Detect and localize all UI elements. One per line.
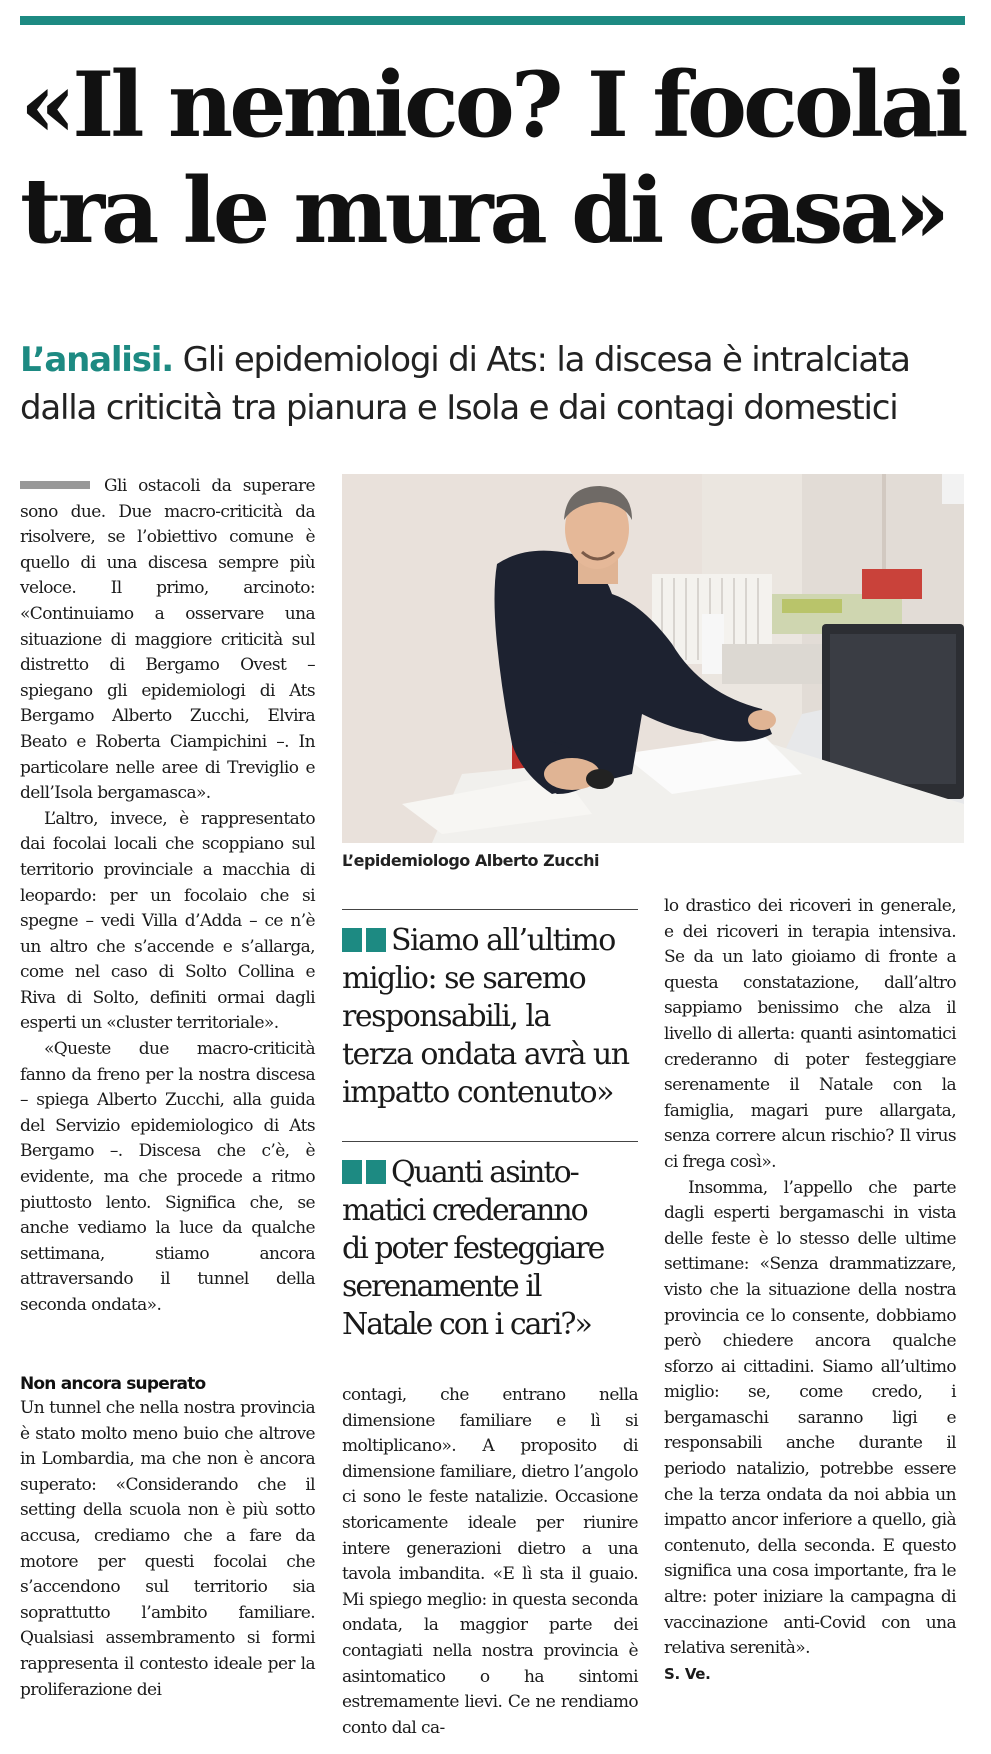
quote-mark-icon: [342, 1160, 362, 1184]
article-column-3: [664, 894, 956, 1687]
pullquote-line: di poter festeggiare: [342, 1231, 604, 1266]
paragraph: lo drastico dei ricoveri in generale, e dei ricoveri in terapia intensiva. Se da un lato gioiamo di fronte a questa constatazione, dall’altro sappiamo benissimo che alza il livello di allerta: quanti asintomatici crederanno di poter festeggiare serenamente il Natale con la famiglia, magari pure allargata, senza correre alcun rischio? Il virus ci frega così».: [664, 896, 956, 1172]
article-photo: [342, 474, 964, 843]
headline-line-2: tra le mura di casa»: [20, 158, 946, 264]
pullquote-line: [342, 1154, 642, 1192]
pullquote-line: impatto contenuto»: [342, 1075, 613, 1110]
paragraph: contagi, che entrano nella dimensione familiare e lì si moltiplicano». A proposito di dimensione familiare, dietro l’angolo ci sono le feste natalizie. Occasione storicamente ideale per riunire intere generazioni dietro a una tavola imbandita. «E lì sta il guaio. Mi spiego meglio: in questa seconda ondata, la maggior parte dei contagiati nella nostra provincia è asintomatico o ha sintomi estremamente lievi. Ce ne rendiamo conto dal ca-: [342, 1385, 638, 1738]
quote-mark-icon: [366, 928, 386, 952]
headline-line-1: «Il nemico? I focolai: [20, 52, 965, 158]
pullquote-line: terza ondata avrà un: [342, 1037, 629, 1072]
pullquote-divider-middle: [342, 1141, 638, 1142]
pullquote-divider-top: [342, 909, 638, 910]
lead-dash: [20, 481, 90, 489]
article-column-2: [342, 1383, 638, 1741]
paragraph: Un tunnel che nella nostra provincia è stato molto meno buio che altrove in Lombardia, ma che non è ancora superato: «Considerando che il setting della scuola non è più sotto accusa, crediamo che a fare da motore per questi focolai che s’accendono sul territorio sia soprattutto l’ambito familiare. Qualsiasi assembramento si formi rappresenta il contesto ideale per la proliferazione dei: [20, 1398, 315, 1700]
section-heading: Non ancora superato: [20, 1374, 206, 1394]
pullquote-line: responsabili, la: [342, 999, 550, 1034]
pullquote-1: [342, 922, 642, 1112]
subhead-line-1: [20, 336, 970, 384]
article-column-1-continued: [20, 1396, 315, 1703]
pullquote-text: Quanti asinto-: [391, 1155, 578, 1190]
headline: [20, 52, 970, 264]
pullquote-line: miglio: se saremo: [342, 961, 586, 996]
pullquote-2: [342, 1154, 642, 1344]
photo-caption: L’epidemiologo Alberto Zucchi: [342, 851, 599, 870]
paragraph: «Queste due macro-criticità fanno da freno per la nostra discesa – spiega Alberto Zucchi, alla guida del Servizio epidemiologico di Ats Bergamo –. Discesa che c’è, è evidente, ma che procede a ritmo piuttosto lento. Significa che, se anche vediamo la luce da qualche settimana, stiamo ancora attraversando il tunnel della seconda ondata».: [20, 1039, 315, 1315]
quote-mark-icon: [342, 928, 362, 952]
subhead-line-1-text: Gli epidemiologi di Ats: la discesa è intralciata: [172, 340, 910, 380]
top-rule: [20, 16, 965, 25]
subhead-line-2: dalla criticità tra pianura e Isola e dai contagi domestici: [20, 388, 898, 428]
pullquote-line: [342, 922, 642, 960]
paragraph-text: Gli ostacoli da superare sono due. Due macro-criticità da risolvere, se l’obiettivo comune è quello di una discesa sempre più veloce. Il primo, arcinoto: «Continuiamo a osservare una situazione di maggiore criticità sul distretto di Bergamo Ovest – spiegano gli epidemiologi di Ats Bergamo Alberto Zucchi, Elvira Beato e Roberta Ciampichini –. In particolare nelle aree di Treviglio e dell’Isola bergamasca».: [20, 476, 315, 804]
article-column-1: [20, 474, 315, 1319]
kicker: L’analisi.: [20, 340, 173, 380]
paragraph: [20, 474, 315, 807]
photo-illustration: [342, 474, 964, 843]
paragraph: Insomma, l’appello che parte dagli esperti bergamaschi in vista delle feste è lo stesso delle ultime settimane: «Senza drammatizzare, visto che la situazione della nostra provincia ce lo consente, dobbiamo però chiedere ancora qualche sforzo ai cittadini. Siamo all’ultimo miglio: se, come credo, i bergamaschi saranno ligi e responsabili anche durante il periodo natalizio, potrebbe essere che la terza ondata da noi abbia un impatto ancor inferiore a quello, già contenuto, della seconda. E questo significa una cosa importante, fra le altre: poter iniziare la campagna di vaccinazione anti-Covid con una relativa serenità».: [664, 1177, 956, 1659]
pullquote-line: matici crederanno: [342, 1193, 587, 1228]
byline: S. Ve.: [664, 1664, 711, 1683]
pullquote-line: serenamente il: [342, 1269, 541, 1304]
pullquote-text: Siamo all’ultimo: [391, 923, 615, 958]
subheadline: [20, 336, 970, 432]
paragraph: L’altro, invece, è rappresentato dai focolai locali che scoppiano sul territorio provinciale a macchia di leopardo: per un focolaio che si spegne – vedi Villa d’Adda – ce n’è un altro che s’accende e s’allarga, come nel caso di Solto Collina e Riva di Solto, definiti ormai dagli esperti un «cluster territoriale».: [20, 808, 315, 1034]
quote-mark-icon: [366, 1160, 386, 1184]
pullquote-line: Natale con i cari?»: [342, 1307, 591, 1342]
